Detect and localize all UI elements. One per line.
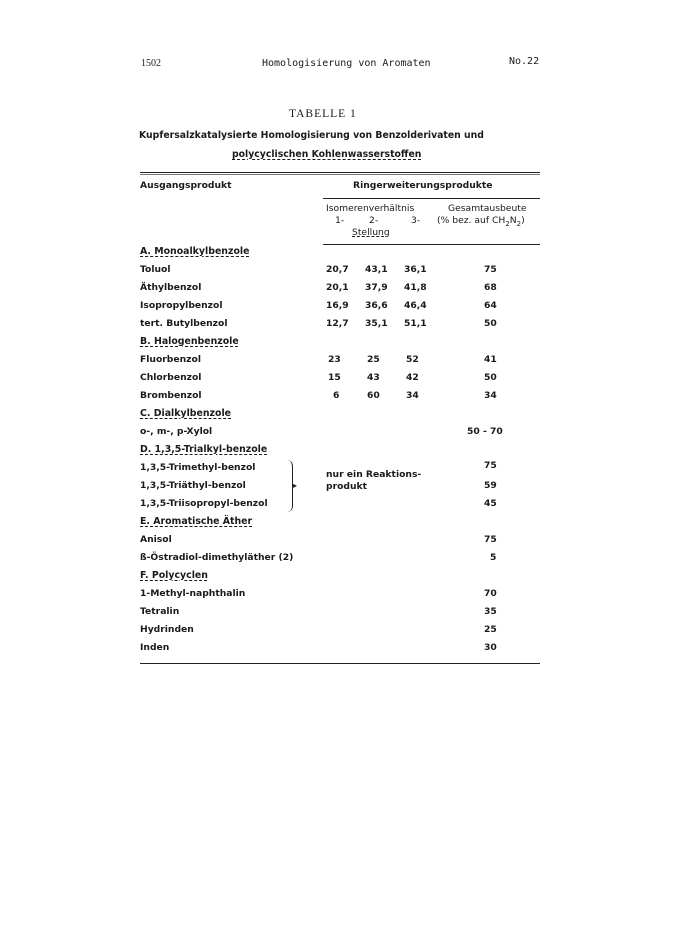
row-name: Inden: [140, 642, 170, 653]
header-yield-basis: [437, 215, 525, 228]
row-ratio-1: 6: [333, 390, 340, 401]
row-ratio-1: 15: [328, 372, 341, 383]
row-name: Tetralin: [140, 606, 180, 617]
row-name: Fluorbenzol: [140, 354, 201, 365]
row-yield: 5: [490, 552, 497, 563]
row-ratio-2: 36,6: [365, 300, 388, 311]
row-name: Toluol: [140, 264, 171, 275]
yield-basis-sub-h: 2: [505, 219, 510, 228]
row-ratio-1: 23: [328, 354, 341, 365]
row-ratio-2: 35,1: [365, 318, 388, 329]
row-yield: 41: [484, 354, 497, 365]
row-yield: 50: [484, 372, 497, 383]
section-title-b: B. Halogenbenzole: [140, 336, 239, 347]
row-ratio-3: 36,1: [404, 264, 427, 275]
row-ratio-3: 51,1: [404, 318, 427, 329]
row-yield: 25: [484, 624, 497, 635]
row-ratio-2: 60: [367, 390, 380, 401]
row-ratio-3: 42: [406, 372, 419, 383]
row-name: Hydrinden: [140, 624, 194, 635]
row-name: Äthylbenzol: [140, 282, 202, 293]
header-bottom-rule: [323, 244, 540, 245]
header-pos1: 1-: [335, 215, 345, 226]
grouping-brace: [284, 460, 293, 512]
row-yield: 70: [484, 588, 497, 599]
yield-basis-text: (% bez. auf CH: [437, 215, 506, 226]
table-top-rule-2: [140, 174, 540, 175]
row-ratio-2: 43: [367, 372, 380, 383]
row-name: 1,3,5-Trimethyl-benzol: [140, 462, 256, 473]
table-bottom-rule: [140, 663, 540, 664]
row-name: ß-Östradiol-dimethyläther (2): [140, 552, 294, 563]
page-number: 1502: [141, 58, 161, 69]
row-ratio-3: 52: [406, 354, 419, 365]
header-products-rule: [323, 198, 540, 199]
section-title-e: E. Aromatische Äther: [140, 516, 253, 527]
row-yield: 35: [484, 606, 497, 617]
row-ratio-1: 12,7: [326, 318, 349, 329]
row-name: tert. Butylbenzol: [140, 318, 228, 329]
group-note-line2: produkt: [326, 481, 368, 492]
table-label: TABELLE 1: [289, 108, 357, 120]
yield-basis-sub-n: 2: [516, 219, 522, 228]
row-yield: 59: [484, 480, 497, 491]
row-ratio-3: 41,8: [404, 282, 427, 293]
row-ratio-1: 20,1: [326, 282, 349, 293]
row-name: Anisol: [140, 534, 172, 545]
group-note-line1: nur ein Reaktions-: [326, 469, 422, 480]
header-total-yield: Gesamtausbeute: [448, 203, 527, 214]
table-caption-line2: polycyclischen Kohlenwasserstoffen: [232, 149, 422, 160]
row-name: 1-Methyl-naphthalin: [140, 588, 246, 599]
header-ring-products: Ringerweiterungsprodukte: [353, 180, 493, 191]
row-name: 1,3,5-Triäthyl-benzol: [140, 480, 246, 491]
row-yield: 75: [484, 264, 497, 275]
running-title: Homologisierung von Aromaten: [262, 58, 431, 69]
section-title-a: A. Monoalkylbenzole: [140, 246, 250, 257]
section-title-d: D. 1,3,5-Trialkyl-benzole: [140, 444, 268, 455]
row-ratio-2: 37,9: [365, 282, 388, 293]
table-top-rule: [140, 172, 540, 173]
header-start-product: Ausgangsprodukt: [140, 180, 232, 191]
row-ratio-3: 34: [406, 390, 419, 401]
row-name: Chlorbenzol: [140, 372, 202, 383]
issue-number: No.22: [509, 56, 540, 67]
row-name: Isopropylbenzol: [140, 300, 223, 311]
yield-basis-close: ): [521, 215, 525, 226]
row-name: Brombenzol: [140, 390, 202, 401]
brace-point: ▸: [293, 481, 298, 490]
section-title-f: F. Polycyclen: [140, 570, 208, 581]
header-stellung: Stellung: [352, 227, 390, 238]
row-yield: 50: [484, 318, 497, 329]
header-pos3: 3-: [411, 215, 421, 226]
row-yield: 30: [484, 642, 497, 653]
row-yield: 75: [484, 460, 497, 471]
row-yield: 45: [484, 498, 497, 509]
row-ratio-2: 25: [367, 354, 380, 365]
row-yield: 34: [484, 390, 497, 401]
yield-basis-n: N: [509, 215, 517, 226]
section-title-c: C. Dialkylbenzole: [140, 408, 232, 419]
row-yield: 75: [484, 534, 497, 545]
row-yield: 68: [484, 282, 497, 293]
row-name: 1,3,5-Triisopropyl-benzol: [140, 498, 268, 509]
table-caption-line1: Kupfersalzkatalysierte Homologisierung von Benzolderivaten und: [139, 130, 484, 141]
header-pos2: 2-: [369, 215, 379, 226]
header-isomer-ratio: Isomerenverhältnis: [326, 203, 415, 214]
row-name: o-, m-, p-Xylol: [140, 426, 213, 437]
row-ratio-1: 16,9: [326, 300, 349, 311]
row-yield: 64: [484, 300, 497, 311]
row-ratio-3: 46,4: [404, 300, 427, 311]
row-ratio-2: 43,1: [365, 264, 388, 275]
row-ratio-1: 20,7: [326, 264, 349, 275]
row-yield: 50 - 70: [467, 426, 503, 437]
